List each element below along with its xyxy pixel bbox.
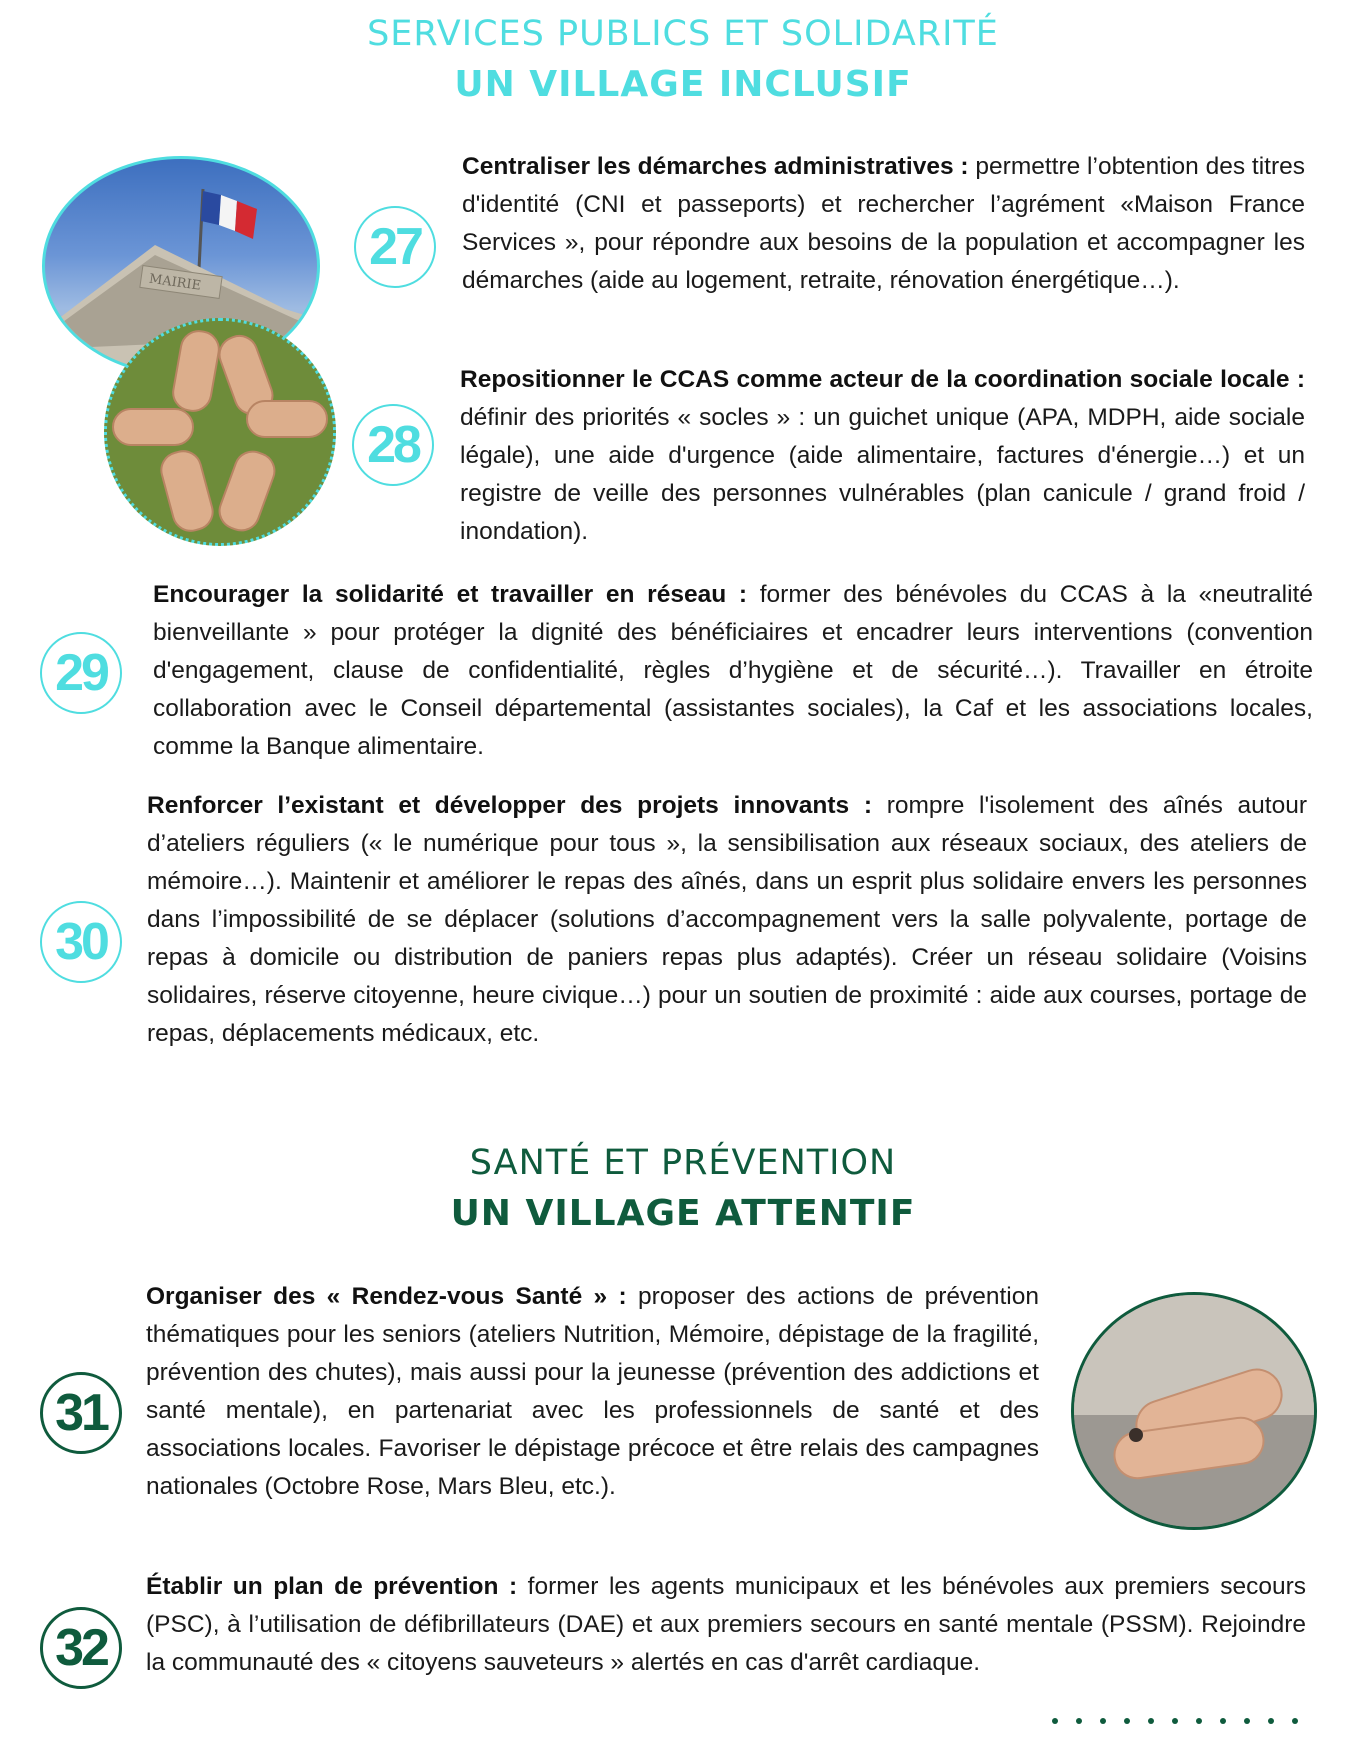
- item-number-31: 31: [40, 1372, 122, 1454]
- joined-hands-photo: [104, 318, 336, 546]
- item-32: [146, 1568, 1306, 1682]
- item-number-27: 27: [354, 206, 436, 288]
- item-30-text: rompre l'isolement des aînés autour d’ateliers réguliers (« le numérique pour tous », la sensibilisation aux réseaux sociaux, des ateliers de mémoire…). Maintenir et améliorer le repas des aînés, dans un esprit plus solidaire envers les personnes dans l’impossibilité de se déplacer (solutions d’accompagnement vers la salle polyvalente, portage de repas à domicile ou distribution de paniers repas plus adaptés). Créer un réseau solidaire (Voisins solidaires, réserve citoyenne, heure civique…) pour un soutien de proximité : aide aux courses, portage de repas, déplacements médicaux, etc.: [147, 792, 1307, 1047]
- section-2-title: [0, 1143, 1366, 1234]
- section-2-title-line1: SANTÉ ET PRÉVENTION: [469, 1143, 897, 1183]
- item-27: [462, 148, 1305, 300]
- town-hall-sign: MAIRIE: [148, 271, 202, 294]
- item-number-28: 28: [352, 404, 434, 486]
- item-30-heading: Renforcer l’existant et développer des projets innovants :: [147, 792, 873, 819]
- joined-hands-illustration: [107, 321, 333, 543]
- item-29-heading: Encourager la solidarité et travailler en réseau :: [153, 581, 748, 608]
- item-number-29: 29: [40, 632, 122, 714]
- item-28-heading: Repositionner le CCAS comme acteur de la coordination sociale locale :: [460, 366, 1305, 393]
- section-1-title-line1: SERVICES PUBLICS ET SOLIDARITÉ: [367, 14, 999, 54]
- decorative-dots: [1052, 1718, 1352, 1730]
- item-28-text: définir des priorités « socles » : un guichet unique (APA, MDPH, aide sociale légale), une aide d'urgence (aide alimentaire, factures d'énergie…) et un registre de veille des personnes vulnérables (plan canicule / grand froid / inondation).: [460, 404, 1305, 545]
- holding-hands-photo: [1071, 1292, 1317, 1530]
- item-27-text: permettre l’obtention des titres d'identité (CNI et passeports) et rechercher l’agrément «Maison France Services », pour répondre aux besoins de la population et accompagner les démarches (aide au logement, retraite, rénovation énergétique…).: [462, 153, 1305, 294]
- section-1-title: [0, 14, 1366, 105]
- item-32-heading: Établir un plan de prévention :: [146, 1573, 518, 1600]
- item-30: [147, 787, 1307, 1053]
- item-number-30: 30: [40, 901, 122, 983]
- item-27-heading: Centraliser les démarches administratives :: [462, 153, 969, 180]
- section-1-title-line2: UN VILLAGE INCLUSIF: [454, 64, 912, 105]
- item-29: [153, 576, 1313, 766]
- section-2-title-line2: UN VILLAGE ATTENTIF: [450, 1193, 916, 1234]
- item-31-text: proposer des actions de prévention thématiques pour les seniors (ateliers Nutrition, Mémoire, dépistage de la fragilité, prévention des chutes), mais aussi pour la jeunesse (prévention des addictions et santé mentale), en partenariat avec les professionnels de santé et des associations locales. Favoriser le dépistage précoce et être relais des campagnes nationales (Octobre Rose, Mars Bleu, etc.).: [146, 1283, 1039, 1500]
- item-29-text: former des bénévoles du CCAS à la «neutralité bienveillante » pour protéger la dignité des bénéficiaires et encadrer leurs interventions (convention d'engagement, clause de confidentialité, règles d’hygiène et de sécurité…). Travailler en étroite collaboration avec le Conseil départemental (assistantes sociales), la Caf et les associations locales, comme la Banque alimentaire.: [153, 581, 1313, 760]
- holding-hands-illustration: [1074, 1295, 1314, 1527]
- item-31: [146, 1278, 1039, 1506]
- item-28: [460, 361, 1305, 551]
- item-number-32: 32: [40, 1607, 122, 1689]
- item-31-heading: Organiser des « Rendez-vous Santé » :: [146, 1283, 627, 1310]
- item-32-text: former les agents municipaux et les bénévoles aux premiers secours (PSC), à l’utilisation de défibrillateurs (DAE) et aux premiers secours en santé mentale (PSSM). Rejoindre la communauté des « citoyens sauveteurs » alertés en cas d'arrêt cardiaque.: [146, 1573, 1306, 1676]
